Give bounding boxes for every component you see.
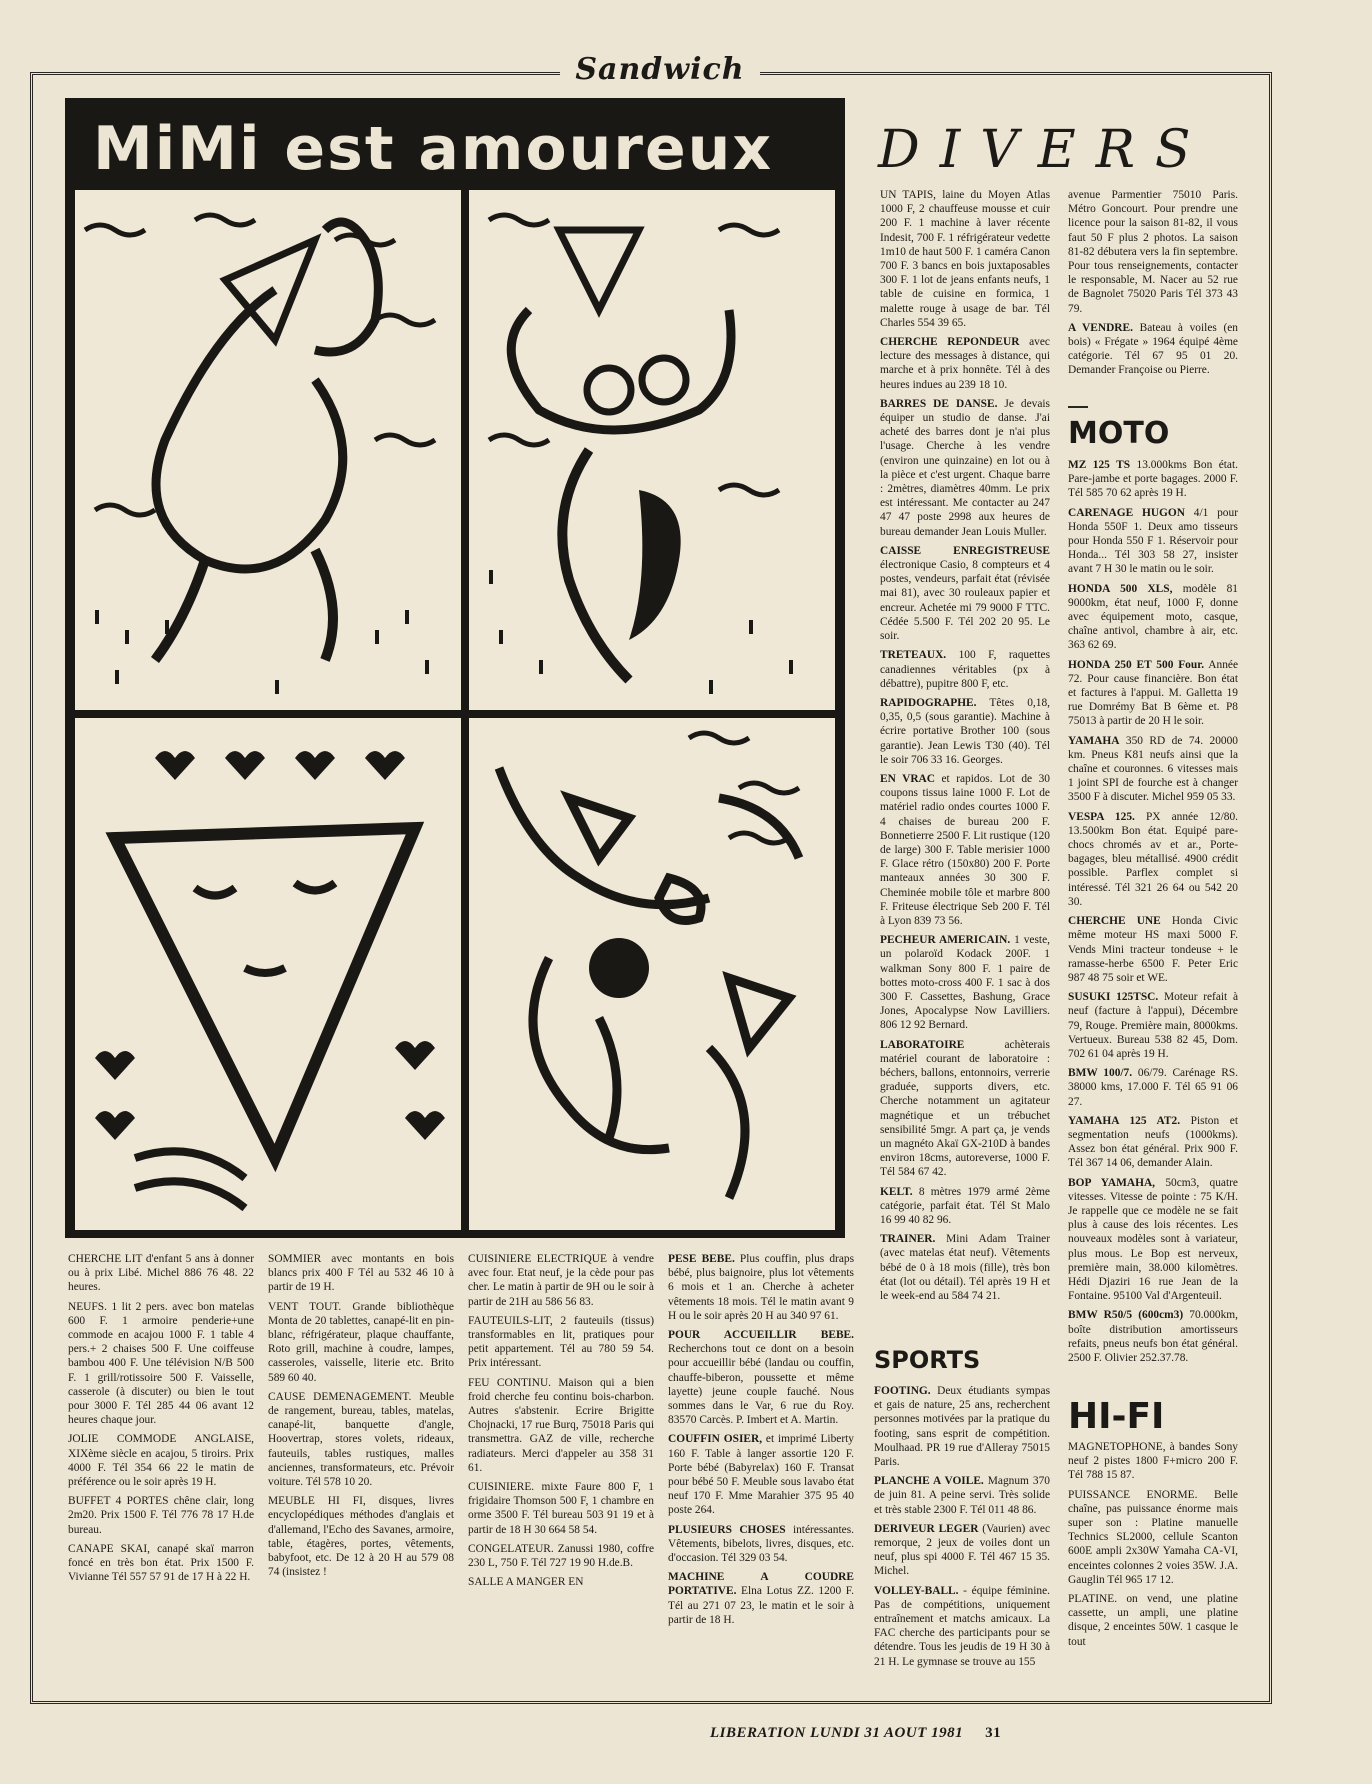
page-number: 31 — [985, 1725, 1002, 1741]
classified-ad-text: CANAPE SKAI, canapé skaï marron foncé en très bon état. Prix 1500 F. Vivianne Tél 557 57 91 de 17 H à 22 H. — [68, 1542, 254, 1584]
classified-ad-text: Mini Adam Trainer (avec matelas état neuf). Vêtements bébé de 0 à 18 mois (fille), très bon état (lot ou détail). Tél après 19 H et le week-end au 584 74 21. — [880, 1233, 1050, 1303]
classified-ad — [880, 648, 1050, 691]
classified-ad-heading: VOLLEY-BALL. — [874, 1584, 959, 1597]
classified-ad-text: 1 veste, un polaroïd Kodack 200F. 1 walkman Sony 800 F. 1 paire de bottes moto-cross 400 F. 1 sac à dos 300 F. Cassettes, Bashung, Grace Jones, Apocalypse Now Lavilliers. 806 12 92 Bernard. — [880, 934, 1050, 1032]
classified-ad — [268, 1300, 454, 1385]
face-and-hearts-illustration — [75, 718, 461, 1230]
classified-ad-text: VENT TOUT. Grande bibliothèque Monta de 20 tablettes, canapé-lit en pin-blanc, réfrigérateur, plaque chauffante, Roto grill, machine à coudre, lampes, casseroles, vaisselle, literie etc. Brito 589 60 40. — [268, 1300, 454, 1384]
moto-column — [1068, 458, 1238, 1370]
classified-ad-text: Bateau à voiles (en bois) « Frégate » 1964 équipé 4ème catégorie. Tél 67 95 01 20. Demander Françoise ou Pierre. — [1068, 321, 1238, 377]
classified-ad-text: 50cm3, quatre vitesses. Vitesse de pointe : 75 K/H. Je rappelle que ce modèle ne se fait plus à cause des lois récentes. Les nouveaux modèles sont à variateur, plus mous. Le Bop est nerveux, première main, 38.000 kilomètres. Hédi Djaziri 16 rue Jean de la Fontaine. 95100 Val d'Argenteuil. — [1068, 1176, 1238, 1303]
classified-ad — [1068, 810, 1238, 909]
classified-ad-text: Elna Lotus ZZ. 1200 F. Tél au 271 07 23, le matin et le soir à partir de 18 H. — [668, 1585, 854, 1626]
comic-strip — [65, 98, 845, 1238]
classified-ad-heading: CHERCHE REPONDEUR — [880, 336, 1020, 349]
section-title-divers: DIVERS — [878, 120, 1211, 180]
classified-ad — [468, 1480, 654, 1537]
classified-ad — [880, 335, 1050, 392]
classified-ad-text: CAUSE DEMENAGEMENT. Meuble de rangement, bureau, tables, matelas, canapé-lit, banquette d'angle, Hoovertrap, stores volets, rideaux, fauteuils, tables rustiques, malles anciennes, transformateurs, etc. Prévoir voiture. Tél 578 10 20. — [268, 1390, 454, 1489]
classified-ad-text: Piston et segmentation neufs (1000kms). Assez bon état général. Prix 900 F. Tél 367 14 06, demander Alain. — [1068, 1114, 1239, 1170]
classified-ad — [1068, 582, 1238, 653]
classified-ad-heading: MZ 125 TS — [1068, 459, 1131, 471]
comic-title: MiMi est amoureux — [93, 114, 774, 184]
classified-ad-text: CONGELATEUR. Zanussi 1980, coffre 230 L, 750 F. Tél 727 19 90 H.de.B. — [468, 1542, 654, 1570]
classified-ad-heading: HONDA 500 XLS, — [1068, 582, 1173, 595]
classified-ad — [1068, 1440, 1238, 1483]
classified-ad — [1068, 1308, 1238, 1365]
classified-ad-text: et imprimé Liberty 160 F. Table à langer assortie 120 F. Porte bébé (Babyrelax) 160 F. Transat pour bébé 50 F. Meuble sous lavabo état neuf 170 F. Mme Marahier 375 95 40 poste 264. — [668, 1433, 854, 1517]
classified-ad — [468, 1376, 654, 1475]
classified-ad-heading: BMW R50/5 (600cm3) — [1068, 1309, 1184, 1322]
classified-ad — [268, 1390, 454, 1489]
classified-ad — [1068, 1114, 1238, 1171]
classified-ad — [1068, 734, 1238, 805]
classified-ad-text: Magnum 370 de juin 81. A peine servi. Très solide et très stable 2300 F. Tél 011 48 86. — [874, 1475, 1050, 1516]
classified-ad — [1068, 458, 1238, 501]
classified-ad — [1068, 1488, 1238, 1587]
classified-ad-heading: BARRES DE DANSE. — [880, 397, 998, 410]
section-title-sports: SPORTS — [874, 1346, 981, 1374]
classified-ad — [1068, 1592, 1238, 1649]
classified-ad — [1068, 990, 1238, 1061]
embracing-figures-illustration — [469, 718, 835, 1230]
classified-ad-heading: COUFFIN OSIER, — [668, 1433, 763, 1446]
classified-ad-text: PUISSANCE ENORME. Belle chaîne, pas puissance énorme mais super son : Platine manuelle Technics SL2000, cellule Scanton 600E ampli 2x30W Yamaha CA-VI, enceintes colonnes 2 voies 35W. J.A. Gauglin Tél 965 17 12. — [1068, 1488, 1238, 1586]
classified-ad — [880, 1232, 1050, 1303]
footer-date: LIBERATION LUNDI 31 AOUT 1981 — [710, 1725, 964, 1741]
classified-ad — [880, 397, 1050, 539]
classified-ad — [668, 1432, 854, 1517]
classified-ad — [880, 696, 1050, 767]
page-footer — [710, 1725, 1001, 1742]
classified-ad — [68, 1494, 254, 1537]
classified-ad-heading: YAMAHA — [1068, 734, 1120, 747]
bottom-column-3 — [468, 1252, 654, 1594]
sports-column — [874, 1384, 1050, 1674]
sandwich-logo: Sandwich — [560, 50, 760, 90]
classified-ad-text: BUFFET 4 PORTES chêne clair, long 2m20. Prix 1500 F. Tél 776 78 17 H.de bureau. — [68, 1495, 254, 1536]
classified-ad — [874, 1522, 1050, 1579]
classified-ad-heading: CARENAGE HUGON — [1068, 506, 1185, 519]
classified-ad — [1068, 1176, 1238, 1304]
classified-ad-text: Moteur refait à neuf (facture à l'appui), Décembre 79, Rouge. Première main, 8000kms. Vertueux. Bureau 538 82 45, Dom. 702 61 04 après 19 H. — [1068, 991, 1238, 1060]
classified-ad-text: JOLIE COMMODE ANGLAISE, XIXème siècle en acajou, 5 tiroirs. Prix 4000 F. Tél 354 66 22 le matin de préférence ou le soir après 19 H. — [68, 1433, 254, 1489]
classified-ad — [668, 1523, 854, 1566]
classified-ad-heading: LABORATOIRE — [880, 1038, 965, 1051]
classified-ad — [880, 933, 1050, 1032]
bottom-column-2 — [268, 1252, 454, 1584]
divers-column-2 — [1068, 188, 1238, 383]
classified-ad-text: CHERCHE LIT d'enfant 5 ans à donner ou à prix Libé. Michel 886 76 48. 22 heures. — [68, 1253, 254, 1294]
nude-figure-illustration — [469, 190, 835, 710]
classified-ad-heading: YAMAHA 125 AT2. — [1068, 1114, 1181, 1127]
classified-ad-text: PX année 12/80. 13.500km Bon état. Equipé pare-chocs chromés av et ar., Porte-bagages, bleu métallisé. 4900 crédit possible. Parflex complet si intéressé. Tél 321 26 64 ou 542 20 30. — [1068, 810, 1238, 908]
classified-ad-heading: POUR ACCUEILLIR BEBE. — [668, 1329, 854, 1342]
classified-ad — [1068, 188, 1238, 316]
classified-ad-text: MEUBLE HI FI, disques, livres encyclopédiques méthodes d'anglais et d'allemand, l'Echo des Savanes, armoire, table, étagères, portes, vêtements, babyfoot, etc. De 12 à 20 H au 579 08 74 (insistez ! — [268, 1495, 454, 1579]
classified-ad — [668, 1570, 854, 1627]
classified-ad — [268, 1494, 454, 1579]
classified-ad-heading: TRAINER. — [880, 1233, 936, 1246]
classified-ad-text: Année 72. Pour cause financière. Bon état et factures à l'appui. M. Galletta 19 rue Domrémy Bat B 6ème et. P8 75013 à partir de 20 H le soir. — [1068, 658, 1238, 728]
divers-column-1 — [880, 188, 1050, 1308]
classified-ad — [1068, 914, 1238, 985]
classified-ad — [468, 1252, 654, 1309]
bottom-column-1 — [68, 1252, 254, 1589]
classified-ad-text: 100 F, raquettes canadiennes véritables (px à débattre), pupitre 800 F, etc. — [880, 649, 1050, 690]
classified-ad — [268, 1252, 454, 1295]
comic-panel-2 — [469, 190, 835, 710]
classified-ad — [1068, 1066, 1238, 1109]
classified-ad-text: FEU CONTINU. Maison qui a bien froid cherche feu continu bois-charbon. Autres s'abstenir. Ecrire Brigitte Chojnacki, 17 rue Burq, 75018 Paris qui transmettra. GAZ de ville, recherche radiateurs. Merci d'appeler au 358 31 61. — [468, 1376, 654, 1474]
classified-ad — [68, 1432, 254, 1489]
classified-ad-heading: PESE BEBE. — [668, 1253, 735, 1265]
classified-ad-text: PLATINE. on vend, une platine cassette, un ampli, une platine disque, 2 enceintes 50W. 1 casque le tout — [1068, 1593, 1238, 1648]
classified-ad-heading: PECHEUR AMERICAIN. — [880, 934, 1011, 947]
classified-ad-text: SOMMIER avec montants en bois blancs prix 400 F Tél au 532 46 10 à partir de 19 H. — [268, 1253, 454, 1294]
classified-ad-heading: MACHINE A COUDRE PORTATIVE. — [668, 1571, 854, 1598]
classified-ad-text: 13.000kms Bon état. Pare-jambe et porte bagages. 2000 F. Tél 585 70 62 après 19 H. — [1068, 459, 1238, 500]
section-title-moto: MOTO — [1068, 416, 1170, 451]
classified-ad-heading: PLANCHE A VOILE. — [874, 1475, 984, 1488]
classified-ad-heading: BOP YAMAHA, — [1068, 1176, 1156, 1189]
classified-ad-text: Deux étudiants sympas et gais de nature, 25 ans, recherchent personnes motivées par la pratique du footing, sans esprit de compétition. Moulhaad. PR 19 rue d'Alleray 75015 Paris. — [874, 1385, 1050, 1469]
classified-ad-heading: SUSUKI 125TSC. — [1068, 991, 1159, 1004]
classified-ad-heading: VESPA 125. — [1068, 810, 1135, 823]
classified-ad — [874, 1474, 1050, 1517]
classified-ad-heading: KELT. — [880, 1185, 913, 1198]
classified-ad-text: et rapidos. Lot de 30 coupons tissus laine 1000 F. Lot de matériel radio ondes courtes 1000 F. 4 chaises de bureau 200 F. Bonnetierre 2500 F. Lit rustique (120 de large) 300 F. Table merisier 1000 F. Glace rétro (150x80) 200 F. Porte manteaux années 30 300 F. Cheminée mobile tôle et marbre 800 F. Friteuse électrique Seb 200 F. Tél à Lyon 839 73 56. — [880, 772, 1050, 927]
comic-panel-4 — [469, 718, 835, 1230]
classified-ad-heading: FOOTING. — [874, 1385, 931, 1397]
classified-ad-text: CUISINIERE. mixte Faure 800 F, 1 frigidaire Thomson 500 F, 1 chambre en orme 3500 F. Tél bureau 503 91 19 et à partir de 18 H 30 664 58 54. — [468, 1481, 654, 1536]
classified-ad-text: MAGNETOPHONE, à bandes Sony neuf 2 pistes 1800 F+micro 200 F. Tél 788 15 87. — [1068, 1441, 1238, 1482]
classified-ad — [468, 1542, 654, 1570]
classified-ad-text: achèterais matériel courant de laboratoire : béchers, ballons, entonnoirs, verrerie graduée, supports divers, etc. Cherche notamment un agitateur magnétique et un trébuchet sensibilité 5mgr. A part ça, je vends un magnéto Akaï GX-210D à bandes environ 18cms, autoreverse, 1000 F. Tél 584 67 42. — [880, 1038, 1050, 1179]
classified-ad — [1068, 658, 1238, 729]
classified-ad-heading: RAPIDOGRAPHE. — [880, 696, 977, 709]
classified-ad-text: Recherchons tout ce dont on a besoin pour accueillir bébé (landau ou couffin, chauffe-biberon, poussette et même layette) jeune couple fauché. Nous sommes dans le Var, 6 rue du Roy. 83570 Carcès. P. Imbert et A. Martin. — [668, 1343, 854, 1427]
classified-ad — [68, 1300, 254, 1428]
moto-rule — [1068, 406, 1088, 408]
classified-ad-text: CUISINIERE ELECTRIQUE à vendre avec four. Etat neuf, je la cède pour pas cher. Le matin à partir de 9H ou le soir à partir de 21H au 586 56 83. — [468, 1253, 654, 1308]
classified-ad — [668, 1252, 854, 1323]
classified-ad — [468, 1314, 654, 1371]
classified-ad-heading: HONDA 250 ET 500 Four. — [1068, 658, 1205, 671]
classified-ad-text: NEUFS. 1 lit 2 pers. avec bon matelas 600 F. 1 armoire penderie+une commode en acajou 1000 F. 1 table 4 pers.+ 2 chaises 500 F. Une coiffeuse bambou 400 F. Une télévision N/B 500 F. 1 grill/rotissoire 500 F. Vaisselle, casserole (à discuter) ou bien le tout pour 3000 F. Tél 285 44 06 avant 12 heures chaque jour. — [68, 1300, 254, 1427]
classified-ad-text: FAUTEUILS-LIT, 2 fauteuils (tissus) transformables en lit, pratiques pour petit appartement. Tél au 780 59 54. Prix intéressant. — [468, 1314, 654, 1370]
classified-ad-heading: CAISSE ENREGISTREUSE — [880, 544, 1050, 557]
classified-ad-text: avec lecture des messages à distance, qui marche et à prix honnête. Tél à des heures indues au 239 18 10. — [880, 336, 1050, 391]
classified-ad-heading: CHERCHE UNE — [1068, 915, 1161, 928]
classified-ad-text: 8 mètres 1979 armé 2ème catégorie, parfait état. Tél St Malo 16 99 40 82 96. — [880, 1185, 1050, 1227]
classified-ad-text: modèle 81 9000km, état neuf, 1000 F, donne avec équipement moto, casque, chaîne antivol, chambre à air, etc. 363 62 69. — [1068, 582, 1238, 652]
classified-ad-heading: TRETEAUX. — [880, 649, 947, 662]
classified-ad — [880, 1185, 1050, 1228]
classified-ad — [880, 772, 1050, 928]
comic-panel-1 — [75, 190, 461, 710]
classified-ad-heading: BMW 100/7. — [1068, 1067, 1133, 1080]
classified-ad — [880, 1038, 1050, 1180]
classified-ad — [1068, 321, 1238, 378]
classified-ad-heading: PLUSIEURS CHOSES — [668, 1523, 786, 1536]
classified-ad — [68, 1252, 254, 1295]
classified-ad — [1068, 506, 1238, 577]
classified-ad-text: électronique Casio, 8 compteurs et 4 postes, vendeurs, parfait état (révisée mai 81), avec 30 rouleaux papier et encreur. Achetée mi 79 9000 F TTC. Cédée 5.500 F. Tél 202 20 95. Le soir. — [880, 559, 1050, 643]
classified-ad — [880, 544, 1050, 643]
classified-ad-text: 350 RD de 74. 20000 km. Pneus K81 neufs ainsi que la chaîne et couronnes. 6 vitesses mais 1 joint SPI de fourche est à changer 3500 F à discuter. Michel 959 05 33. — [1068, 734, 1238, 804]
hifi-column — [1068, 1440, 1238, 1654]
classified-ad-text: 4/1 pour Honda 550F 1. Deux amo tisseurs pour Honda 550 F 1. Réservoir pour Honda... Tél 303 58 27, insister avant 7 H 30 le matin ou le soir. — [1068, 506, 1238, 576]
classified-ad-text: SALLE A MANGER EN — [468, 1576, 584, 1589]
classified-ad — [68, 1542, 254, 1585]
classified-ad-text: Je devais équiper un studio de danse. J'ai acheté des barres dont je n'ai plus l'usage. Cherche à les vendre (environ une quinzaine) en lot ou à la pièce et c'est urgent. Chaque barre : 2mètres, diamètres 40mm. Le prix est intéressant. Me contacter au 247 47 47 poste 2998 aux heures de bureau demander Jean Louis Muller. — [880, 397, 1050, 538]
classified-ad-text: Plus couffin, plus draps bébé, plus baignoire, plus lot vêtements 6 mois et 1 an. Cherche à acheter vêtements 18 mois. Tél le matin avant 9 H ou le soir après 20 H au 340 97 61. — [668, 1253, 855, 1322]
classified-ad-text: Honda Civic même moteur HS maxi 5000 F. Vends Mini tracteur tondeuse + le ramasse-herbe 6500 F. Peter Eric 987 48 75 soir et WE. — [1068, 915, 1238, 984]
classified-ad — [874, 1584, 1050, 1669]
classified-ad-text: 70.000km, boîte distribution amortisseurs refaits, pneus neufs bon état général. 2500 F. Olivier 252.37.78. — [1068, 1309, 1238, 1364]
classified-ad — [668, 1328, 854, 1427]
dancing-figure-illustration — [75, 190, 461, 710]
section-title-hifi: HI-FI — [1068, 1396, 1165, 1437]
classified-ad-text: - équipe féminine. Pas de compétitions, uniquement entraînement et matchs amicaux. La FAC cherche des participants pour se détendre. Tous les jeudis de 19 H 30 à 21 H. Le gymnase se trouve au 155 — [874, 1584, 1050, 1668]
classified-ad-heading: A VENDRE. — [1068, 321, 1133, 334]
classified-ad-text: UN TAPIS, laine du Moyen Atlas 1000 F, 2 chauffeuse mousse et cuir 200 F. 1 machine à laver récente Indesit, 700 F. 1 réfrigérateur vedette 1m10 de haut 500 F. 1 caméra Canon 700 F. 3 bancs en bois juxtaposables 300 F. 1 lot de jeans enfants neufs, 1 table de cuisine en formica, 1 malette rouge à usage de bar. Tél Charles 554 39 65. — [880, 189, 1050, 329]
classified-ad-text: avenue Parmentier 75010 Paris. Métro Goncourt. Pour prendre une licence pour la saison 81-82, il vous faut 50 F plus 2 photos. La saison 81-82 débutera vers la fin septembre. Pour tous renseignements, contacter le responsable, M. Nacer au 52 rue de Bagnolet 75020 Paris Tél 373 43 79. — [1068, 189, 1238, 315]
classified-ad-text: Têtes 0,18, 0,35, 0,5 (sous garantie). Machine à écrire portative Brother 100 (sous garantie). Jean Lewis T30 (40). Tél le soir 706 33 16. Georges. — [880, 696, 1050, 766]
classified-ad — [468, 1575, 654, 1589]
classified-ad-text: intéressantes. Vêtements, bibelots, livres, disques, etc. d'occasion. Tél 329 03 54. — [668, 1523, 854, 1565]
classified-ad — [880, 188, 1050, 330]
classified-ad-text: (Vaurien) avec remorque, 2 jeux de voiles dont un neuf, plus spi 4000 F. Tél 467 15 35. Michel. — [874, 1522, 1050, 1578]
classified-ad-heading: DERIVEUR LEGER — [874, 1522, 979, 1535]
bottom-column-4 — [668, 1252, 854, 1632]
comic-panel-3 — [75, 718, 461, 1230]
classified-ad-text: 06/79. Carénage RS. 38000 kms, 17.000 F. Tél 65 91 06 27. — [1068, 1067, 1238, 1108]
classified-ad — [874, 1384, 1050, 1469]
classified-ad-heading: EN VRAC — [880, 772, 936, 785]
